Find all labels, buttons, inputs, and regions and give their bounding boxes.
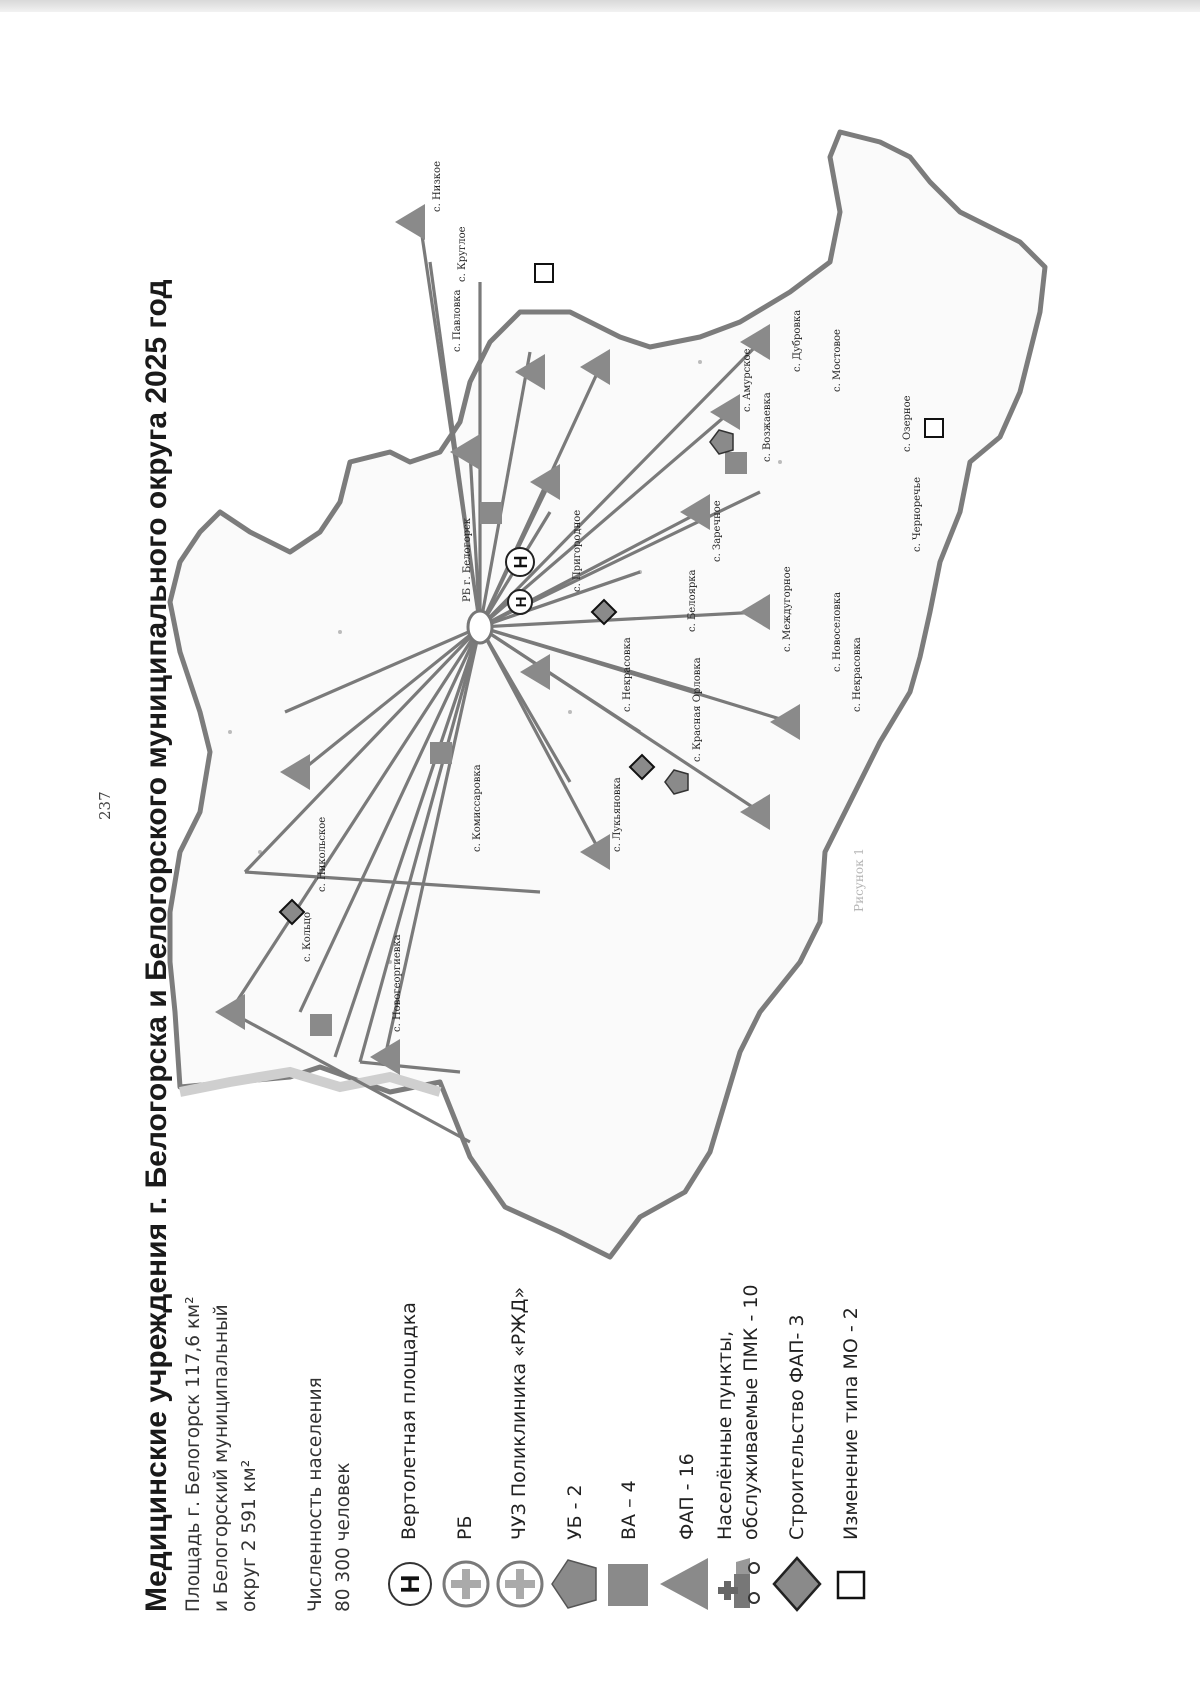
settlement-label: с. Черноречье bbox=[912, 477, 923, 552]
settlement-label: с. Мостовое bbox=[832, 329, 843, 392]
settlement-label: с. Некрасовка bbox=[852, 637, 863, 712]
settlement-label: с. Лукьяновка bbox=[612, 777, 623, 852]
svg-text:H: H bbox=[511, 555, 531, 569]
va-marker bbox=[725, 452, 747, 474]
rotated-page-content bbox=[140, 102, 1150, 1612]
settlement-label: с. Кольцо bbox=[302, 912, 313, 962]
svg-text:H: H bbox=[513, 596, 530, 608]
legend-label-va: ВА – 4 bbox=[618, 1480, 640, 1540]
district-map bbox=[140, 102, 1150, 1612]
page-number: 237 bbox=[96, 791, 114, 820]
settlement-label: с. Амурское bbox=[742, 348, 753, 412]
area-line-3: округ 2 591 км² bbox=[239, 1459, 260, 1612]
area-line-1: Площадь г. Белогорск 117,6 км² bbox=[183, 1296, 204, 1612]
settlement-label: с. Никольское bbox=[317, 816, 328, 892]
legend-label-fap-construction: Строительство ФАП- 3 bbox=[786, 1314, 808, 1540]
figure-caption: Рисунок 1 bbox=[852, 847, 866, 912]
legend-label-polyclinic: ЧУЗ Поликлиника «РЖД» bbox=[508, 1286, 530, 1540]
settlement-label: с. Красная Орловка bbox=[692, 657, 703, 762]
population-line-1: Численность населения bbox=[305, 1377, 326, 1612]
settlement-label: с. Дубровка bbox=[792, 309, 803, 372]
page-title: Медицинские учреждения г. Белогорска и Белогорского муниципального округа 2025 год bbox=[140, 279, 173, 1612]
type-change-marker bbox=[535, 264, 553, 282]
legend-label-fap: ФАП - 16 bbox=[676, 1453, 698, 1540]
settlement-label: с. Заречное bbox=[712, 500, 723, 562]
settlement-label: с. Некрасовка bbox=[622, 637, 633, 712]
settlement-label: с. Круглое bbox=[457, 226, 468, 282]
map-helipad-1 bbox=[506, 548, 534, 576]
svg-text:H: H bbox=[395, 1574, 425, 1594]
map-helipad-2 bbox=[508, 590, 532, 614]
va-marker bbox=[430, 742, 452, 764]
settlement-label: с. Низкое bbox=[432, 161, 443, 212]
va-marker bbox=[310, 1014, 332, 1036]
settlement-label: с. Новоселовка bbox=[832, 591, 843, 672]
va-marker bbox=[480, 502, 502, 524]
legend-label-helipad: Вертолетная площадка bbox=[398, 1302, 420, 1540]
fap-marker bbox=[395, 204, 425, 240]
area-line-2: и Белогорский муниципальный bbox=[211, 1304, 232, 1612]
settlement-label: с. Новогеоргиевка bbox=[392, 934, 403, 1032]
legend-label-ub: УБ - 2 bbox=[564, 1484, 586, 1540]
scan-edge bbox=[0, 0, 1200, 12]
settlement-label: с. Павловка bbox=[452, 289, 463, 352]
settlement-label: с. Возжаевка bbox=[762, 392, 773, 462]
legend-label-rb: РБ bbox=[454, 1515, 476, 1540]
settlement-label: с. Озерное bbox=[902, 395, 913, 452]
settlement-label: с. Белоярка bbox=[687, 569, 698, 632]
type-change-marker bbox=[925, 419, 943, 437]
legend-label-type-change: Изменение типа МО - 2 bbox=[840, 1307, 862, 1540]
hub-label: РБ г. Белогорск bbox=[462, 517, 473, 602]
settlement-label: с. Пригородное bbox=[572, 509, 583, 592]
district-boundary bbox=[170, 132, 1045, 1257]
settlement-label: с. Междугорное bbox=[782, 566, 793, 652]
settlement-label: с. Комиссаровка bbox=[472, 764, 483, 852]
legend-label-pmk-line-2: обслуживаемые ПМК - 10 bbox=[740, 1284, 762, 1540]
population-line-2: 80 300 человек bbox=[333, 1462, 354, 1612]
legend-label-pmk-line-1: Населённые пункты, bbox=[714, 1330, 736, 1540]
